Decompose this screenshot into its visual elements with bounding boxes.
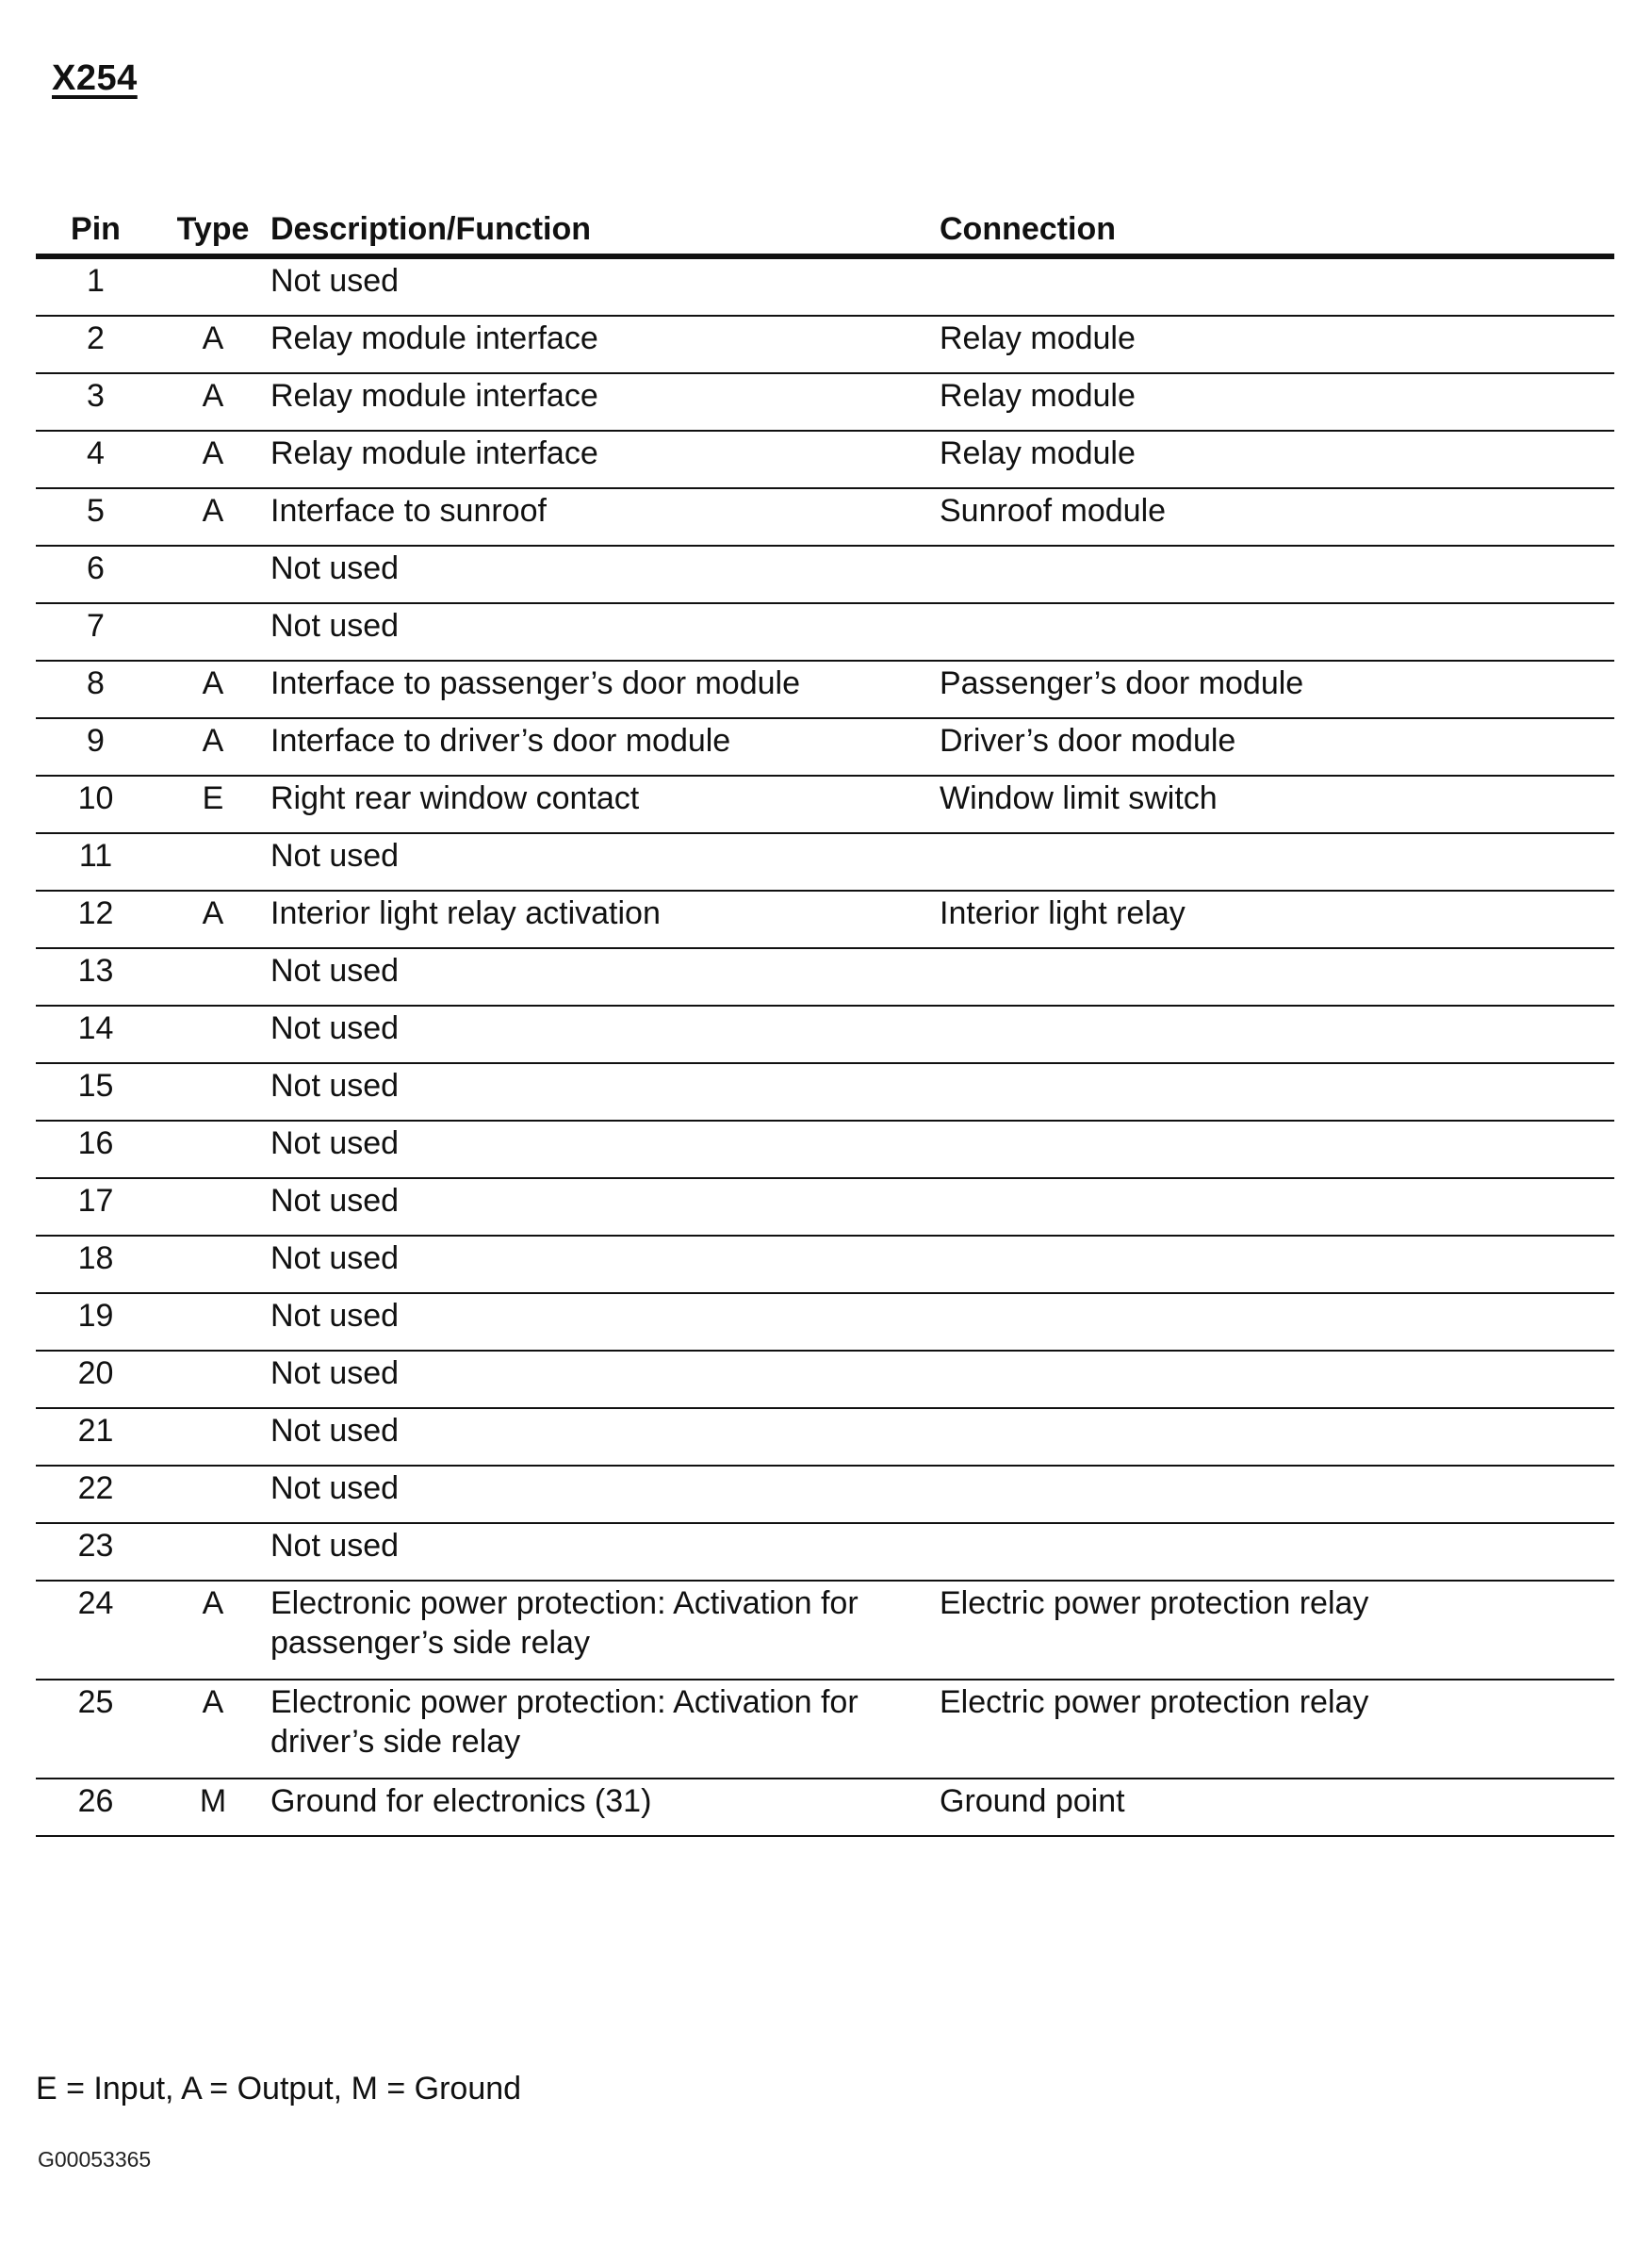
- description-cell: Interface to driver’s door module: [270, 718, 940, 776]
- table-row: [36, 603, 1614, 661]
- table-row: [36, 1121, 1614, 1178]
- pin-cell: 12: [36, 891, 155, 948]
- header-type: Type: [155, 203, 270, 256]
- header-connection: Connection: [940, 203, 1614, 256]
- pin-cell: 25: [36, 1680, 155, 1779]
- table-body: [36, 256, 1614, 1836]
- header-description: Description/Function: [270, 203, 940, 256]
- table-row: [36, 1408, 1614, 1466]
- connection-cell: [940, 1006, 1614, 1063]
- connection-cell: [940, 1351, 1614, 1408]
- connection-cell: [940, 1063, 1614, 1121]
- table-row: [36, 718, 1614, 776]
- connection-cell: [940, 603, 1614, 661]
- pin-cell: 6: [36, 546, 155, 603]
- type-cell: [155, 1006, 270, 1063]
- description-cell: Not used: [270, 948, 940, 1006]
- pin-cell: 24: [36, 1581, 155, 1680]
- description-cell: Not used: [270, 1523, 940, 1581]
- type-cell: A: [155, 718, 270, 776]
- description-cell: Interior light relay activation: [270, 891, 940, 948]
- type-legend: E = Input, A = Output, M = Ground: [36, 2071, 522, 2107]
- type-cell: A: [155, 431, 270, 488]
- connection-cell: Passenger’s door module: [940, 661, 1614, 718]
- description-cell: Not used: [270, 256, 940, 316]
- table-row: [36, 1680, 1614, 1779]
- connection-cell: [940, 1121, 1614, 1178]
- type-cell: [155, 256, 270, 316]
- description-cell: Not used: [270, 1408, 940, 1466]
- connection-cell: Electric power protection relay: [940, 1581, 1614, 1680]
- connection-cell: [940, 1293, 1614, 1351]
- description-cell: Not used: [270, 1063, 940, 1121]
- pin-cell: 21: [36, 1408, 155, 1466]
- pin-cell: 26: [36, 1779, 155, 1836]
- table-row: [36, 1466, 1614, 1523]
- type-cell: [155, 948, 270, 1006]
- pin-cell: 11: [36, 833, 155, 891]
- table-row: [36, 661, 1614, 718]
- table-row: [36, 1178, 1614, 1236]
- table-row: [36, 1779, 1614, 1836]
- connection-cell: [940, 1236, 1614, 1293]
- connection-cell: [940, 948, 1614, 1006]
- connection-cell: [940, 1178, 1614, 1236]
- table-row: [36, 316, 1614, 373]
- pin-cell: 19: [36, 1293, 155, 1351]
- description-cell: Interface to sunroof: [270, 488, 940, 546]
- table-row: [36, 776, 1614, 833]
- connection-cell: [940, 546, 1614, 603]
- description-cell: Not used: [270, 1236, 940, 1293]
- type-cell: [155, 603, 270, 661]
- description-cell: Electronic power protection: Activation for driver’s side relay: [270, 1680, 940, 1779]
- pin-cell: 9: [36, 718, 155, 776]
- description-cell: Interface to passenger’s door module: [270, 661, 940, 718]
- type-cell: A: [155, 891, 270, 948]
- table-row: [36, 1293, 1614, 1351]
- type-cell: [155, 1351, 270, 1408]
- description-cell: Not used: [270, 1178, 940, 1236]
- description-cell: Relay module interface: [270, 373, 940, 431]
- type-cell: [155, 546, 270, 603]
- table-header: [36, 203, 1614, 256]
- pin-cell: 16: [36, 1121, 155, 1178]
- table-row: [36, 948, 1614, 1006]
- connection-cell: [940, 1408, 1614, 1466]
- description-cell: Not used: [270, 603, 940, 661]
- description-cell: Not used: [270, 546, 940, 603]
- pin-assignment-table: [36, 203, 1614, 1837]
- pin-cell: 14: [36, 1006, 155, 1063]
- description-cell: Not used: [270, 1466, 940, 1523]
- table-row: [36, 256, 1614, 316]
- description-cell: Electronic power protection: Activation for passenger’s side relay: [270, 1581, 940, 1680]
- type-cell: [155, 1121, 270, 1178]
- type-cell: [155, 1408, 270, 1466]
- type-cell: [155, 1466, 270, 1523]
- type-cell: A: [155, 373, 270, 431]
- table-row: [36, 891, 1614, 948]
- table-row: [36, 1351, 1614, 1408]
- pin-cell: 23: [36, 1523, 155, 1581]
- header-row: [36, 203, 1614, 256]
- type-cell: E: [155, 776, 270, 833]
- pin-cell: 4: [36, 431, 155, 488]
- table-row: [36, 1063, 1614, 1121]
- connection-cell: Relay module: [940, 373, 1614, 431]
- description-cell: Not used: [270, 1293, 940, 1351]
- table-row: [36, 1581, 1614, 1680]
- reference-code: G00053365: [38, 2147, 152, 2172]
- pin-cell: 2: [36, 316, 155, 373]
- table-row: [36, 1006, 1614, 1063]
- type-cell: A: [155, 1581, 270, 1680]
- type-cell: [155, 1236, 270, 1293]
- connection-cell: Interior light relay: [940, 891, 1614, 948]
- type-cell: [155, 1178, 270, 1236]
- connection-cell: Driver’s door module: [940, 718, 1614, 776]
- pin-cell: 3: [36, 373, 155, 431]
- type-cell: A: [155, 1680, 270, 1779]
- pin-cell: 8: [36, 661, 155, 718]
- pin-cell: 17: [36, 1178, 155, 1236]
- pin-cell: 18: [36, 1236, 155, 1293]
- table-row: [36, 1523, 1614, 1581]
- connection-cell: [940, 1523, 1614, 1581]
- description-cell: Ground for electronics (31): [270, 1779, 940, 1836]
- connection-cell: Window limit switch: [940, 776, 1614, 833]
- table-row: [36, 373, 1614, 431]
- table-row: [36, 431, 1614, 488]
- type-cell: [155, 1063, 270, 1121]
- pin-cell: 15: [36, 1063, 155, 1121]
- table-row: [36, 833, 1614, 891]
- connection-cell: Ground point: [940, 1779, 1614, 1836]
- type-cell: A: [155, 316, 270, 373]
- header-pin: Pin: [36, 203, 155, 256]
- type-cell: [155, 833, 270, 891]
- type-cell: A: [155, 488, 270, 546]
- description-cell: Not used: [270, 1121, 940, 1178]
- pin-cell: 10: [36, 776, 155, 833]
- type-cell: [155, 1523, 270, 1581]
- type-cell: [155, 1293, 270, 1351]
- type-cell: M: [155, 1779, 270, 1836]
- connection-cell: Sunroof module: [940, 488, 1614, 546]
- table-row: [36, 488, 1614, 546]
- connection-cell: Relay module: [940, 431, 1614, 488]
- description-cell: Not used: [270, 1006, 940, 1063]
- description-cell: Relay module interface: [270, 316, 940, 373]
- pin-cell: 22: [36, 1466, 155, 1523]
- pin-cell: 5: [36, 488, 155, 546]
- connection-cell: [940, 256, 1614, 316]
- description-cell: Not used: [270, 833, 940, 891]
- connection-cell: [940, 833, 1614, 891]
- description-cell: Relay module interface: [270, 431, 940, 488]
- type-cell: A: [155, 661, 270, 718]
- table-row: [36, 546, 1614, 603]
- connector-title: X254: [52, 58, 138, 98]
- description-cell: Right rear window contact: [270, 776, 940, 833]
- pin-cell: 20: [36, 1351, 155, 1408]
- connection-cell: Electric power protection relay: [940, 1680, 1614, 1779]
- description-cell: Not used: [270, 1351, 940, 1408]
- pin-cell: 1: [36, 256, 155, 316]
- pin-cell: 7: [36, 603, 155, 661]
- table-row: [36, 1236, 1614, 1293]
- connection-cell: [940, 1466, 1614, 1523]
- pin-cell: 13: [36, 948, 155, 1006]
- connection-cell: Relay module: [940, 316, 1614, 373]
